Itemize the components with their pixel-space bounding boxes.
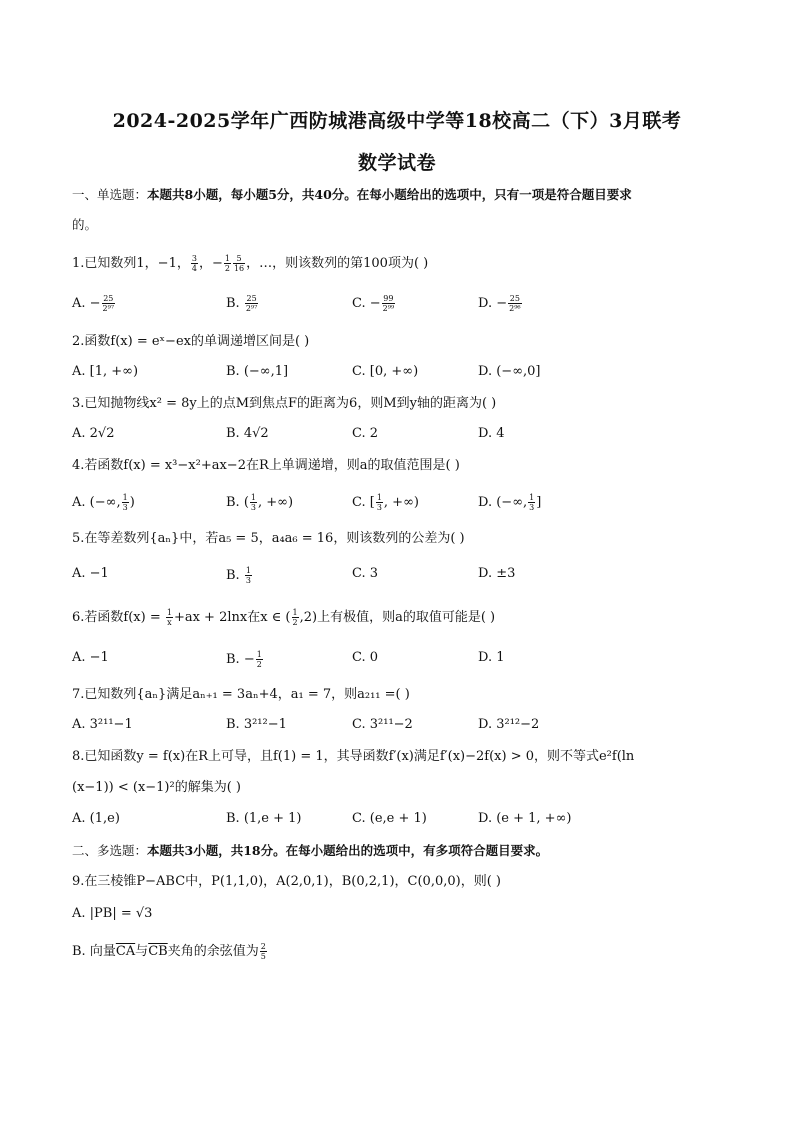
section-2-prefix: 二、多选题： [72,843,148,858]
q8-option-d[interactable]: D. (e + 1, +∞) [478,811,572,826]
q5-option-d[interactable]: D. ±3 [478,566,516,581]
q4-option-c[interactable]: C. [ $\frac{1}{3}$ , +∞) [352,493,419,512]
question-6-stem [72,608,495,627]
q2-option-b[interactable]: B. (−∞,1] [226,364,289,379]
q9-option-a[interactable]: A. |PB| = √3 [72,906,153,921]
question-8-options [72,811,732,831]
question-1-stem [72,254,428,273]
question-3-stem: 3.已知抛物线x² = 8y上的点M到焦点F的距离为6，则M到y轴的距离为( ) [72,396,497,411]
q2-option-c[interactable]: C. [0, +∞) [352,364,419,379]
section-2-desc: 本题共3小题，共18分。在每小题给出的选项中，有多项符合题目要求。 [147,843,549,858]
question-4-stem: 4.若函数f(x) = x³−x²+ax−2在R上单调递增，则a的取值范围是( ) [72,458,460,473]
question-1-options [72,294,732,314]
q6-frac-2: $\frac{1}{2}$ [292,608,298,627]
question-9-stem: 9.在三棱锥P−ABC中，P(1,1,0)，A(2,0,1)，B(0,2,1)，C(0,0,0)，则( ) [72,874,501,889]
question-4-options [72,493,732,513]
q7-option-a[interactable]: A. 3²¹¹−1 [72,717,133,732]
q1-text-a: 1.已知数列1，−1， [72,256,190,271]
q8-option-c[interactable]: C. (e,e + 1) [352,811,427,826]
q5-option-b[interactable]: B. $\frac{1}{3}$ [226,566,251,585]
q2-option-a[interactable]: A. [1, +∞) [72,364,139,379]
q1-text-c: ，…，则该数列的第100项为( ) [246,256,429,271]
q7-option-d[interactable]: D. 3²¹²−2 [478,717,540,732]
q1-option-c[interactable]: C. − $\frac{99}{\text{2⁹⁹}}$ [352,294,395,313]
q1-option-d[interactable]: D. − $\frac{25}{\text{2⁹⁶}}$ [478,294,521,313]
q1-text-b: ，− [198,256,223,271]
section-1-heading [72,186,632,204]
q6-option-c[interactable]: C. 0 [352,650,379,665]
q8-option-b[interactable]: B. (1,e + 1) [226,811,302,826]
q2-option-d[interactable]: D. (−∞,0] [478,364,541,379]
q7-option-b[interactable]: B. 3²¹²−1 [226,717,287,732]
q4-option-d[interactable]: D. (−∞, $\frac{1}{3}$ ] [478,493,542,512]
q6-option-d[interactable]: D. 1 [478,650,505,665]
q6-text-b: +ax + 2lnx在x ∈ ( [173,610,291,625]
q4-option-b[interactable]: B. ( $\frac{1}{3}$ , +∞) [226,493,294,512]
question-8-stem-line1: 8.已知函数y = f(x)在R上可导，且f(1) = 1，其导函数f′(x)满足f′(x)−2f(x) > 0，则不等式e²f(ln [72,749,635,764]
q1-option-a[interactable]: A. − $\frac{25}{\text{2⁹⁷}}$ [72,294,115,313]
q6-option-b[interactable]: B. − $\frac{1}{2}$ [226,650,262,669]
question-5-options [72,566,732,586]
question-2-stem: 2.函数f(x) = eˣ−ex的单调递增区间是( ) [72,334,310,349]
q7-option-c[interactable]: C. 3²¹¹−2 [352,717,413,732]
section-1-prefix: 一、单选题： [72,187,148,202]
q3-option-d[interactable]: D. 4 [478,426,505,441]
q6-text-c: ,2)上有极值，则a的取值可能是( ) [299,610,496,625]
question-3-options [72,426,732,446]
q5-option-c[interactable]: C. 3 [352,566,379,581]
question-7-stem: 7.已知数列{aₙ}满足aₙ₊₁ = 3aₙ+4，a₁ = 7，则a₂₁₁ =( ) [72,687,410,702]
q6-frac-1: $\frac{1}{x}$ [166,608,172,627]
q3-option-c[interactable]: C. 2 [352,426,379,441]
exam-title: 2024-2025学年广西防城港高级中学等18校高二（下）3月联考 [112,110,682,132]
q3-option-a[interactable]: A. 2√2 [72,426,115,441]
q5-option-a[interactable]: A. −1 [72,566,109,581]
q6-option-a[interactable]: A. −1 [72,650,109,665]
q3-option-b[interactable]: B. 4√2 [226,426,269,441]
q9-option-b[interactable]: B. 向量$\overline{CA}$与$\overline{CB}$夹角的余弦值为 $\frac{2}{5}$ [72,942,266,961]
question-8-stem-line2: (x−1)) < (x−1)²的解集为( ) [72,780,241,795]
section-1-heading-cont: 的。 [72,217,98,232]
exam-subtitle: 数学试卷 [357,152,436,174]
q6-text-a: 6.若函数f(x) = [72,610,165,625]
question-6-options [72,650,732,670]
question-7-options [72,717,732,737]
question-5-stem: 5.在等差数列{aₙ}中，若a₅ = 5，a₄a₆ = 16，则该数列的公差为( ) [72,531,465,546]
q8-option-a[interactable]: A. (1,e) [72,811,120,826]
q1-frac-2: $\frac{1}{2}$ [224,254,230,273]
question-2-options [72,364,732,384]
q1-option-b[interactable]: B. $\frac{25}{\text{2⁹⁷}}$ [226,294,258,313]
section-1-desc: 本题共8小题，每小题5分，共40分。在每小题给出的选项中，只有一项是符合题目要求 [147,187,632,202]
q1-frac-1: $\frac{3}{4}$ [191,254,197,273]
q4-option-a[interactable]: A. (−∞, $\frac{1}{3}$ ) [72,493,135,512]
section-2-heading [72,842,548,860]
q1-frac-3: $\frac{5}{16}$ [233,254,245,273]
